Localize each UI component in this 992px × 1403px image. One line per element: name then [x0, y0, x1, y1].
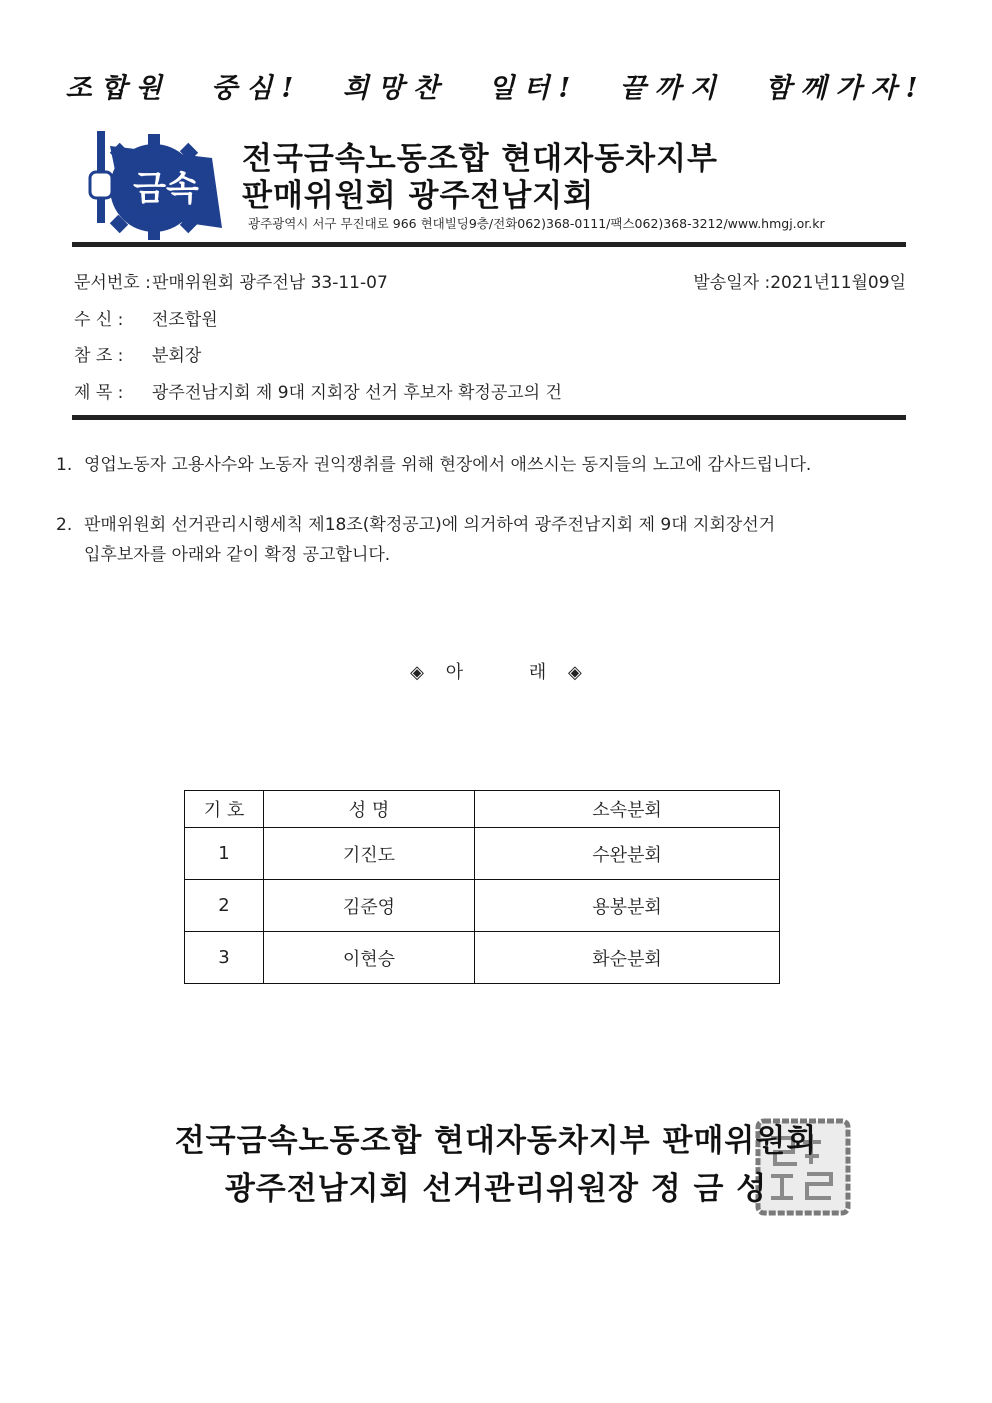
logo-text: 금속: [133, 169, 199, 209]
signature-line1: 전국금속노동조합 현대자동차지부 판매위원회: [174, 1123, 818, 1159]
table-row: [185, 932, 780, 984]
diamond-icon: ◈: [567, 662, 582, 683]
paragraph-2-number: 2.: [56, 515, 73, 535]
paragraph-2-line1: 판매위원회 선거관리시행세칙 제18조(확정공고)에 의거하여 광주전남지회 제 9대 지회장선거: [84, 515, 776, 535]
header-divider: [72, 242, 906, 247]
header-branch: 소속분회: [475, 791, 780, 828]
subject-label: 제 목 :: [74, 383, 124, 403]
doc-number: 판매위원회 광주전남 33-11-07: [152, 273, 388, 293]
paragraph-1: [56, 446, 811, 484]
union-logo: [84, 128, 224, 240]
candidate-table: [184, 790, 780, 984]
doc-number-row: [74, 268, 388, 293]
table-header-row: [185, 791, 780, 828]
table-row: [185, 828, 780, 880]
candidate-name: 김준영: [264, 880, 475, 932]
recipient-row: [74, 305, 218, 330]
send-date: 발송일자 :2021년11월09일: [693, 273, 906, 293]
paragraph-1-number: 1.: [56, 455, 73, 475]
below-heading: [0, 658, 992, 684]
meta-divider: [72, 415, 906, 420]
below-heading-char2: 래: [528, 662, 547, 683]
header-name: 성 명: [264, 791, 475, 828]
diamond-icon: ◈: [410, 662, 424, 683]
subject-row: [74, 378, 562, 403]
signature-line2: 광주전남지회 선거관리위원장 정 금 성: [224, 1171, 768, 1207]
candidate-name: 이현승: [264, 932, 475, 984]
candidate-name: 기진도: [264, 828, 475, 880]
slogan: 조합원 중심! 희망찬 일터! 끝까지 함께가자!: [65, 73, 927, 104]
paragraph-2: [56, 506, 775, 574]
table-row: [185, 880, 780, 932]
header-number: 기 호: [185, 791, 264, 828]
subject: 광주전남지회 제 9대 지회장 선거 후보자 확정공고의 건: [152, 383, 562, 403]
candidate-number: 2: [185, 880, 264, 932]
recipient: 전조합원: [152, 310, 218, 330]
reference: 분회장: [152, 346, 202, 366]
below-heading-char1: 아: [445, 662, 464, 683]
reference-label: 참 조 :: [74, 346, 124, 366]
candidate-branch: 화순분회: [475, 932, 780, 984]
candidate-number: 1: [185, 828, 264, 880]
recipient-label: 수 신 :: [74, 310, 124, 330]
candidate-branch: 수완분회: [475, 828, 780, 880]
paragraph-1-text: 영업노동자 고용사수와 노동자 권익쟁취를 위해 현장에서 애쓰시는 동지들의 노고에 감사드립니다.: [84, 455, 812, 475]
org-address: 광주광역시 서구 무진대로 966 현대빌딩9층/전화062)368-0111/팩스062)368-3212/www.hmgj.or.kr: [248, 216, 825, 231]
fist-icon: [90, 172, 112, 198]
paragraph-2-line2: 입후보자를 아래와 같이 확정 공고합니다.: [84, 545, 391, 565]
org-name-line1: 전국금속노동조합 현대자동차지부: [242, 141, 718, 177]
reference-row: [74, 341, 201, 366]
doc-number-label: 문서번호 :: [74, 273, 151, 293]
org-name-line2: 판매위원회 광주전남지회: [242, 178, 595, 214]
candidate-branch: 용봉분회: [475, 880, 780, 932]
candidate-number: 3: [185, 932, 264, 984]
